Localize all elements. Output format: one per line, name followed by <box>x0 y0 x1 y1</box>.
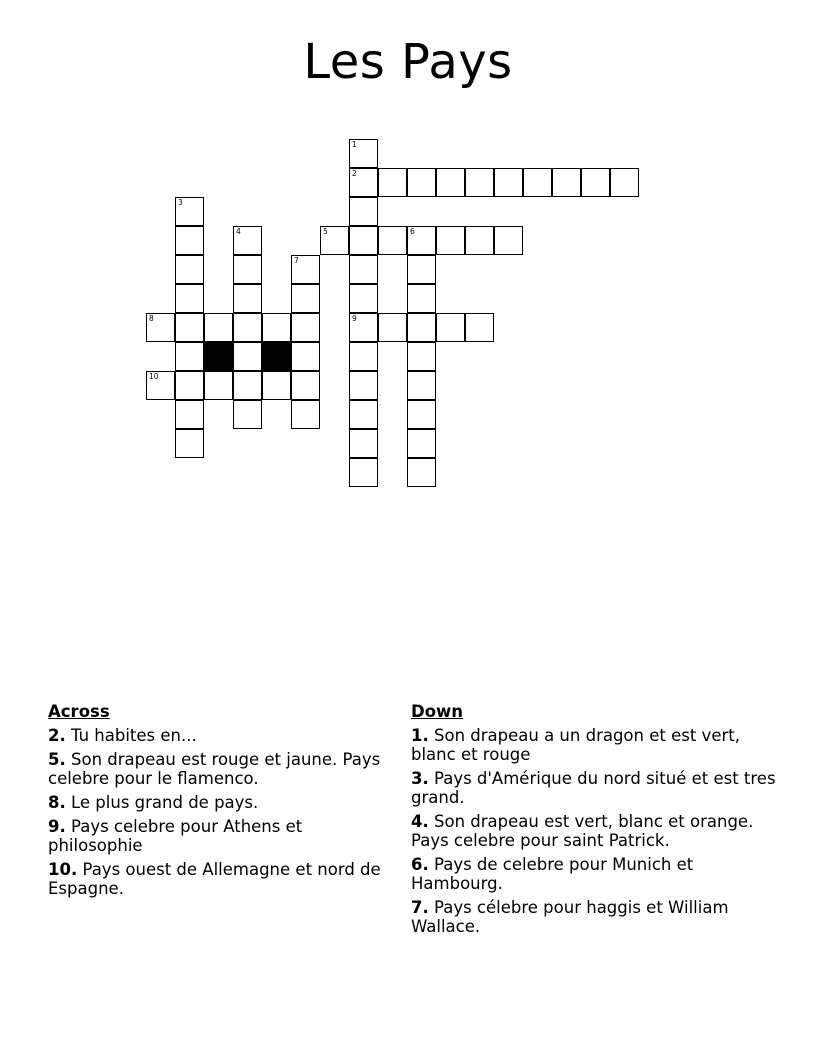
grid-cell[interactable] <box>436 313 465 342</box>
grid-cell[interactable] <box>407 458 436 487</box>
clue-text: Tu habites en... <box>71 726 197 745</box>
grid-cell[interactable] <box>233 400 262 429</box>
clue-number-label: 4 <box>236 227 241 236</box>
grid-cell[interactable] <box>291 255 320 284</box>
clue-number-label: 7 <box>294 256 299 265</box>
down-clue <box>411 898 781 936</box>
clue-text: Son drapeau est rouge et jaune. Pays celebre pour le flamenco. <box>48 750 381 788</box>
grid-cell[interactable] <box>349 168 378 197</box>
clue-text: Pays celebre pour Athens et philosophie <box>48 817 303 855</box>
grid-cell[interactable] <box>349 371 378 400</box>
clue-text: Pays ouest de Allemagne et nord de Espagne. <box>48 860 381 898</box>
across-heading: Across <box>48 702 110 721</box>
clue-text: Pays de celebre pour Munich et Hambourg. <box>411 855 694 893</box>
clue-number-label: 10 <box>149 372 159 381</box>
grid-cell[interactable] <box>146 371 175 400</box>
clue-number-label: 6 <box>410 227 415 236</box>
grid-cell[interactable] <box>204 313 233 342</box>
clue-number-label: 1 <box>352 140 357 149</box>
down-clues <box>411 702 781 941</box>
grid-cell[interactable] <box>233 284 262 313</box>
grid-cell[interactable] <box>291 371 320 400</box>
grid-cell[interactable] <box>175 197 204 226</box>
grid-cell[interactable] <box>465 226 494 255</box>
grid-cell[interactable] <box>175 429 204 458</box>
clue-number-label: 9 <box>352 314 357 323</box>
grid-cell[interactable] <box>407 255 436 284</box>
grid-cell[interactable] <box>407 342 436 371</box>
grid-cell[interactable] <box>349 313 378 342</box>
grid-cell[interactable] <box>262 313 291 342</box>
grid-cell[interactable] <box>349 400 378 429</box>
grid-cell[interactable] <box>407 284 436 313</box>
clue-number: 9. <box>48 817 66 836</box>
grid-cell[interactable] <box>436 168 465 197</box>
grid-cell[interactable] <box>378 226 407 255</box>
grid-cell[interactable] <box>175 371 204 400</box>
grid-cell[interactable] <box>465 313 494 342</box>
grid-cell[interactable] <box>204 371 233 400</box>
grid-block <box>262 342 291 371</box>
grid-cell[interactable] <box>349 342 378 371</box>
clue-number-label: 5 <box>323 227 328 236</box>
clue-number: 7. <box>411 898 429 917</box>
grid-cell[interactable] <box>291 313 320 342</box>
down-clue <box>411 769 781 807</box>
grid-cell[interactable] <box>494 226 523 255</box>
grid-cell[interactable] <box>378 313 407 342</box>
grid-cell[interactable] <box>407 400 436 429</box>
clue-number: 3. <box>411 769 429 788</box>
grid-cell[interactable] <box>552 168 581 197</box>
grid-cell[interactable] <box>407 313 436 342</box>
grid-cell[interactable] <box>175 226 204 255</box>
grid-cell[interactable] <box>291 342 320 371</box>
clue-text: Son drapeau est vert, blanc et orange. Pays celebre pour saint Patrick. <box>411 812 754 850</box>
across-clue <box>48 817 388 855</box>
grid-cell[interactable] <box>378 168 407 197</box>
grid-cell[interactable] <box>291 284 320 313</box>
grid-cell[interactable] <box>349 197 378 226</box>
grid-cell[interactable] <box>175 342 204 371</box>
grid-cell[interactable] <box>407 226 436 255</box>
grid-cell[interactable] <box>465 168 494 197</box>
clue-text: Pays célebre pour haggis et William Wallace. <box>411 898 729 936</box>
grid-cell[interactable] <box>233 371 262 400</box>
clue-number: 4. <box>411 812 429 831</box>
across-clues <box>48 702 388 903</box>
grid-cell[interactable] <box>233 313 262 342</box>
down-clue <box>411 726 781 764</box>
grid-cell[interactable] <box>494 168 523 197</box>
across-clue <box>48 726 388 745</box>
grid-cell[interactable] <box>610 168 639 197</box>
grid-cell[interactable] <box>233 342 262 371</box>
clue-number: 2. <box>48 726 66 745</box>
grid-cell[interactable] <box>320 226 349 255</box>
grid-cell[interactable] <box>436 226 465 255</box>
grid-cell[interactable] <box>407 168 436 197</box>
clue-text: Son drapeau a un dragon et est vert, blanc et rouge <box>411 726 740 764</box>
grid-cell[interactable] <box>349 226 378 255</box>
grid-cell[interactable] <box>233 226 262 255</box>
clue-number: 10. <box>48 860 78 879</box>
grid-cell[interactable] <box>262 371 291 400</box>
grid-cell[interactable] <box>175 400 204 429</box>
clue-number-label: 2 <box>352 169 357 178</box>
grid-cell[interactable] <box>407 429 436 458</box>
clue-number: 5. <box>48 750 66 769</box>
grid-cell[interactable] <box>581 168 610 197</box>
grid-cell[interactable] <box>175 284 204 313</box>
clue-number: 6. <box>411 855 429 874</box>
down-clue <box>411 812 781 850</box>
grid-cell[interactable] <box>523 168 552 197</box>
grid-cell[interactable] <box>349 429 378 458</box>
clue-number-label: 8 <box>149 314 154 323</box>
grid-cell[interactable] <box>175 313 204 342</box>
grid-cell[interactable] <box>349 284 378 313</box>
grid-cell[interactable] <box>349 139 378 168</box>
crossword-grid <box>0 0 816 520</box>
across-clue <box>48 860 388 898</box>
clue-text: Le plus grand de pays. <box>71 793 259 812</box>
clue-number: 1. <box>411 726 429 745</box>
down-clue <box>411 855 781 893</box>
clue-text: Pays d'Amérique du nord situé et est tres grand. <box>411 769 776 807</box>
grid-cell[interactable] <box>349 255 378 284</box>
grid-cell[interactable] <box>175 255 204 284</box>
page-title: Les Pays <box>303 34 513 90</box>
grid-cell[interactable] <box>349 458 378 487</box>
grid-block <box>204 342 233 371</box>
across-clue <box>48 793 388 812</box>
grid-cell[interactable] <box>291 400 320 429</box>
grid-cell[interactable] <box>407 371 436 400</box>
down-heading: Down <box>411 702 464 721</box>
grid-cell[interactable] <box>233 255 262 284</box>
across-clue <box>48 750 388 788</box>
clue-number-label: 3 <box>178 198 183 207</box>
clue-number: 8. <box>48 793 66 812</box>
grid-cell[interactable] <box>146 313 175 342</box>
